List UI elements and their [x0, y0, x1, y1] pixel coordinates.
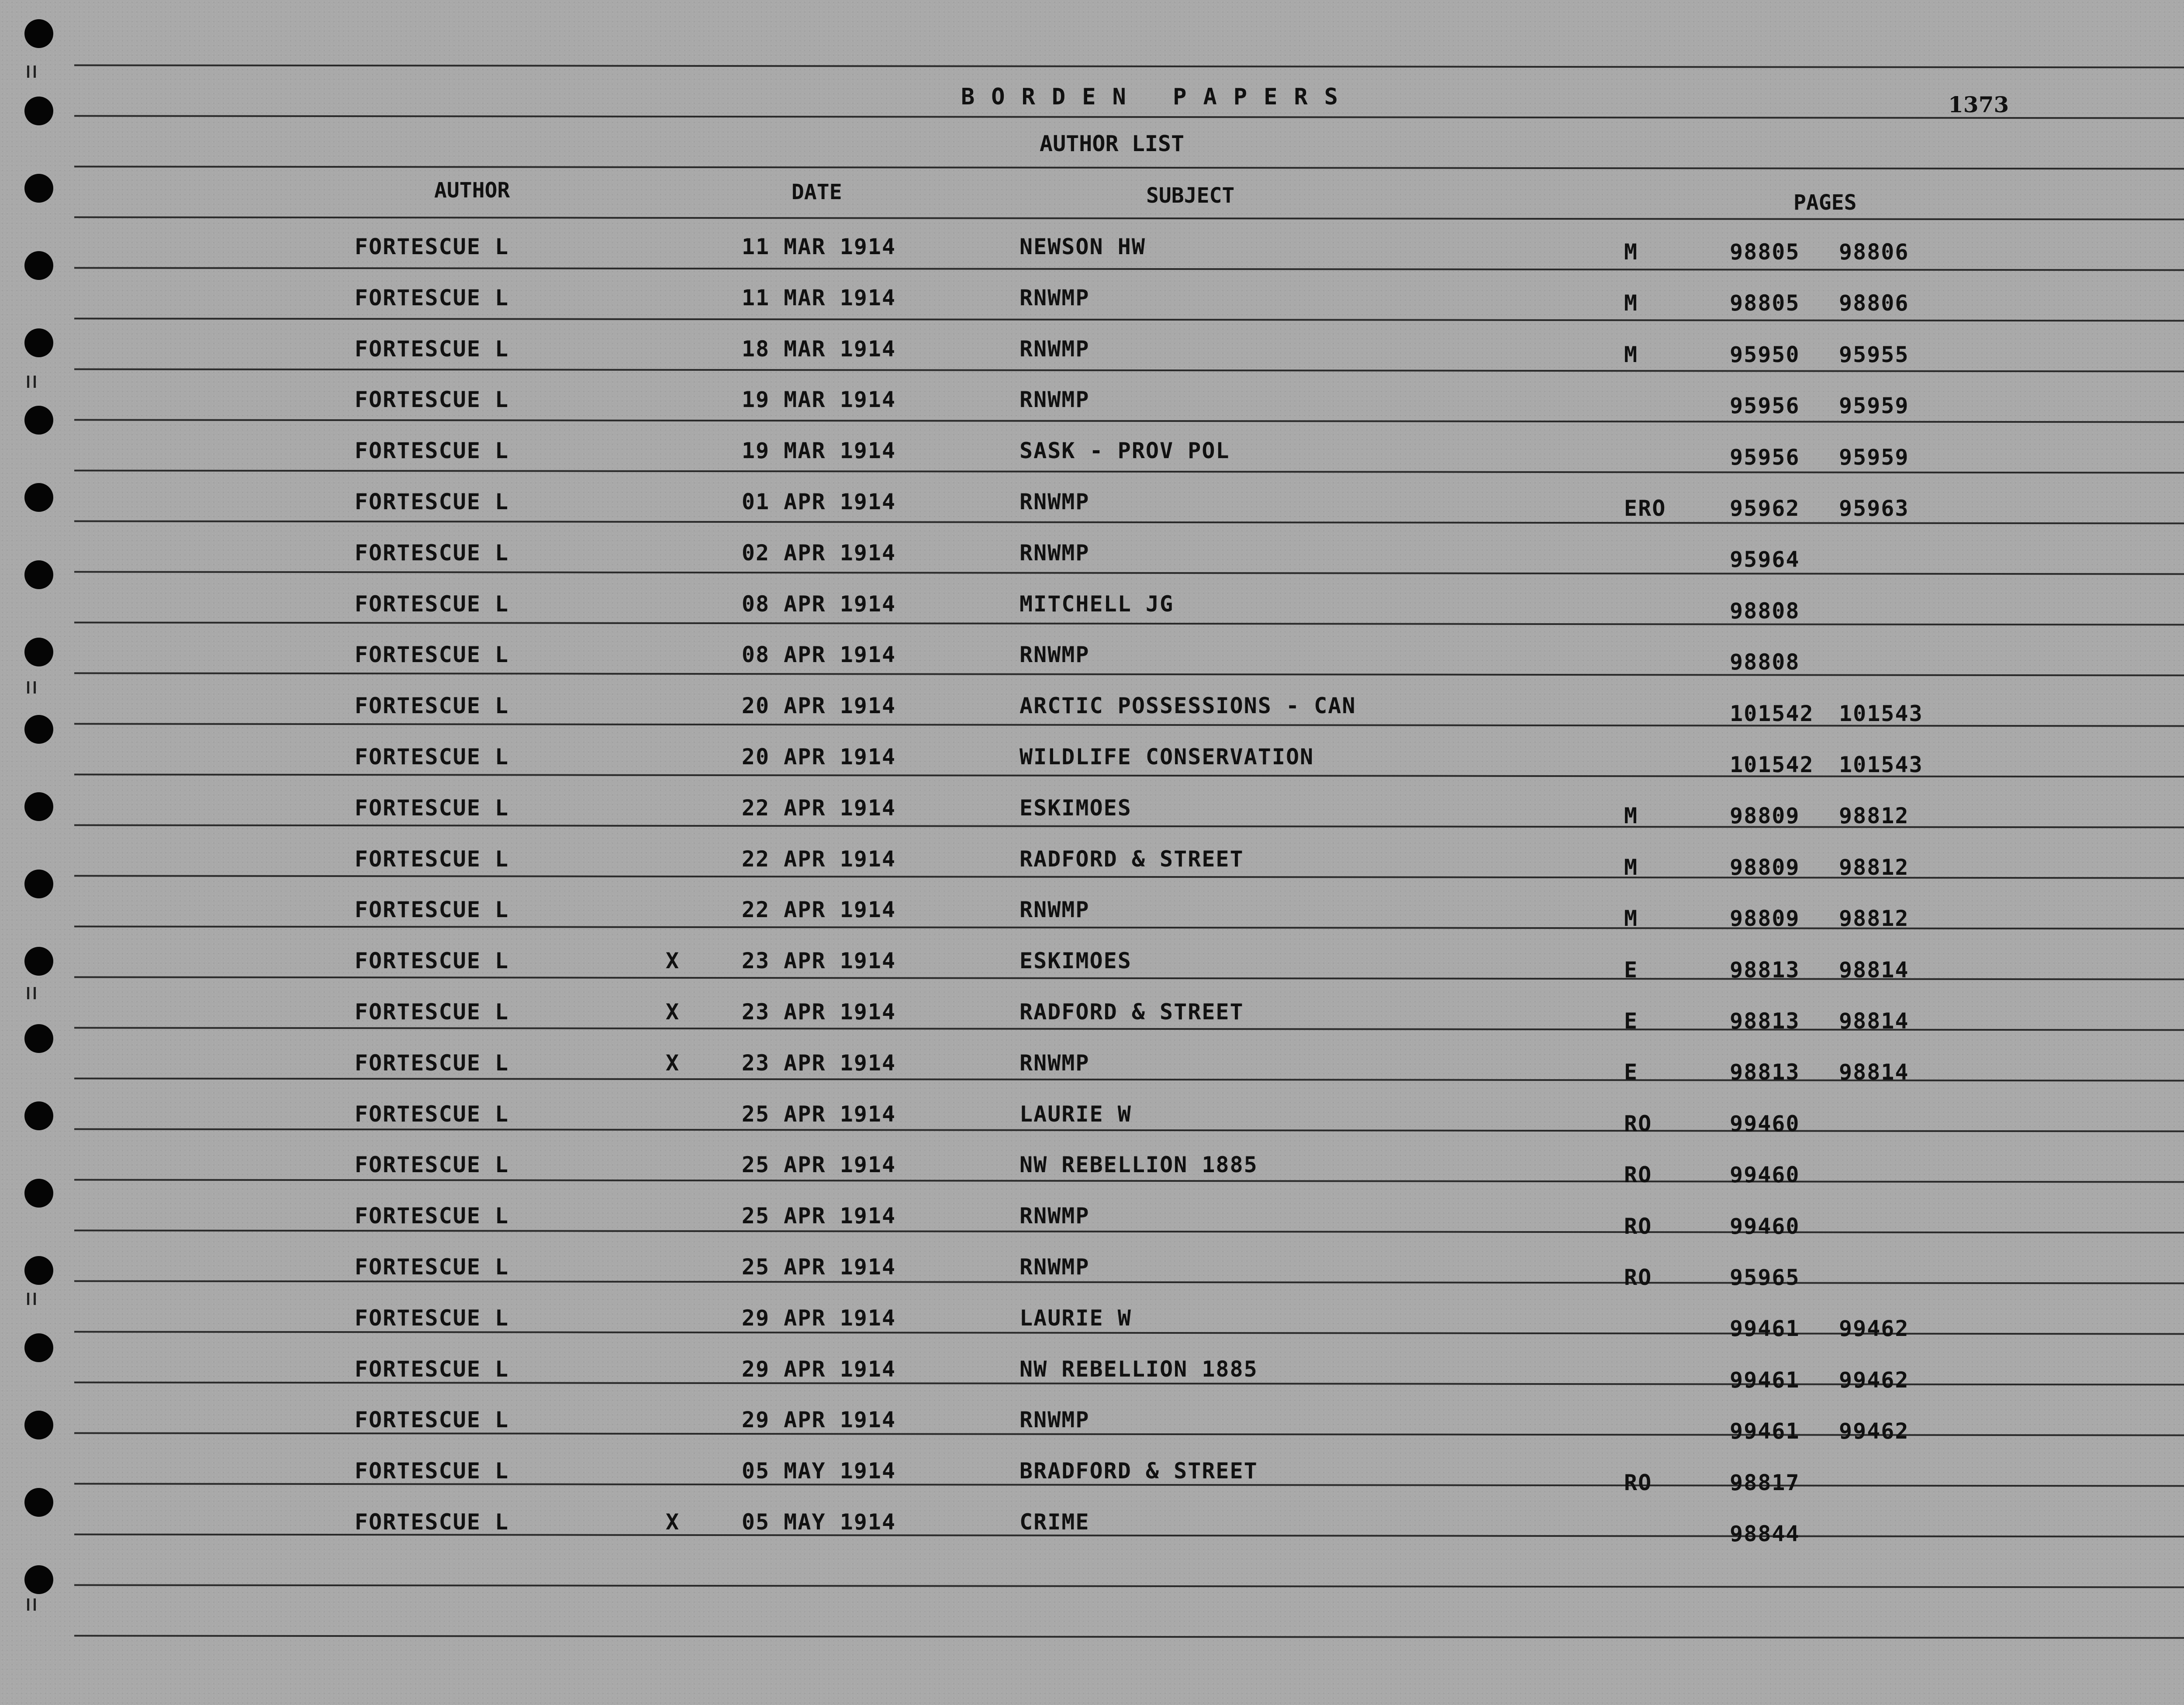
page-end-cell: 95963 — [1839, 496, 1909, 521]
table-row — [0, 897, 2184, 932]
page-start-cell: 98808 — [1730, 598, 1800, 624]
table-row — [0, 336, 2184, 367]
author-cell: FORTESCUE L — [355, 234, 509, 259]
subject-cell: RADFORD & STREET — [1019, 846, 1244, 872]
page-start-cell: 98813 — [1730, 1008, 1800, 1034]
subject-cell: RADFORD & STREET — [1019, 999, 1244, 1025]
feed-hole — [24, 174, 53, 203]
page-end-cell: 98814 — [1839, 957, 1909, 983]
form-rule-line — [74, 216, 2184, 220]
form-rule-line — [74, 368, 2184, 372]
perforation-mark — [27, 376, 36, 388]
date-cell: 22 APR 1914 — [742, 795, 896, 821]
page-end-cell: 98814 — [1839, 1008, 1909, 1034]
subject-cell: NW REBELLION 1885 — [1019, 1152, 1258, 1178]
form-rule-line — [74, 267, 2184, 271]
page-start-cell: 98809 — [1730, 854, 1800, 880]
code-cell: E — [1624, 957, 1638, 983]
author-cell: FORTESCUE L — [355, 1101, 509, 1127]
form-rule-line — [74, 1635, 2184, 1639]
author-column-header: AUTHOR — [434, 178, 510, 203]
subject-cell: ESKIMOES — [1019, 948, 1132, 974]
date-cell: 25 APR 1914 — [742, 1101, 896, 1127]
form-rule-line — [74, 571, 2184, 575]
form-rule-line — [74, 1280, 2184, 1284]
table-row — [0, 999, 2184, 1034]
feed-hole — [24, 19, 53, 48]
code-cell: RO — [1624, 1470, 1652, 1495]
code-cell: ERO — [1624, 496, 1666, 521]
form-rule-line — [74, 469, 2184, 473]
page-start-cell: 98809 — [1730, 906, 1800, 932]
table-row — [0, 540, 2184, 573]
author-cell: FORTESCUE L — [355, 795, 509, 821]
page-start-cell: 98813 — [1730, 1060, 1800, 1085]
form-rule-line — [74, 1128, 2184, 1132]
subject-cell: CRIME — [1019, 1509, 1090, 1535]
x-flag-cell: X — [666, 1509, 680, 1535]
subject-cell: RNWMP — [1019, 285, 1090, 311]
subject-cell: RNWMP — [1019, 540, 1090, 566]
code-cell: M — [1624, 854, 1638, 880]
code-cell: RO — [1624, 1213, 1652, 1239]
author-cell: FORTESCUE L — [355, 285, 509, 311]
table-row — [0, 795, 2184, 829]
date-cell: 29 APR 1914 — [742, 1407, 896, 1433]
date-cell: 25 APR 1914 — [742, 1152, 896, 1178]
page-end-cell: 99462 — [1839, 1419, 1909, 1444]
table-row — [0, 1254, 2184, 1290]
form-rule-line — [74, 1179, 2184, 1183]
pages-column-header: PAGES — [1794, 190, 1857, 215]
date-cell: 25 APR 1914 — [742, 1254, 896, 1280]
page-end-cell: 95959 — [1839, 444, 1909, 470]
table-row — [0, 1356, 2184, 1393]
page-end-cell: 99462 — [1839, 1316, 1909, 1342]
page-start-cell: 98809 — [1730, 803, 1800, 829]
page-start-cell: 101542 — [1730, 752, 1814, 777]
code-cell: M — [1624, 239, 1638, 265]
author-cell: FORTESCUE L — [355, 846, 509, 872]
table-row — [0, 234, 2184, 265]
subject-cell: ARCTIC POSSESSIONS - CAN — [1019, 693, 1356, 719]
subject-cell: RNWMP — [1019, 1203, 1090, 1229]
page-end-cell: 101543 — [1839, 752, 1923, 777]
page-end-cell: 98814 — [1839, 1060, 1909, 1085]
page-start-cell: 98844 — [1730, 1521, 1800, 1546]
date-cell: 22 APR 1914 — [742, 897, 896, 923]
author-cell: FORTESCUE L — [355, 1356, 509, 1382]
feed-hole — [24, 1565, 53, 1594]
page-start-cell: 95965 — [1730, 1265, 1800, 1290]
author-cell: FORTESCUE L — [355, 948, 509, 974]
table-row — [0, 1305, 2184, 1342]
table-row — [0, 1152, 2184, 1188]
page-end-cell: 95955 — [1839, 342, 1909, 367]
author-cell: FORTESCUE L — [355, 1254, 509, 1280]
date-cell: 05 MAY 1914 — [742, 1458, 896, 1484]
page-start-cell: 99460 — [1730, 1213, 1800, 1239]
date-cell: 23 APR 1914 — [742, 999, 896, 1025]
subject-cell: WILDLIFE CONSERVATION — [1019, 744, 1314, 770]
author-cell: FORTESCUE L — [355, 1509, 509, 1535]
page-number: 1373 — [1948, 92, 2009, 117]
date-cell: 11 MAR 1914 — [742, 234, 896, 259]
author-cell: FORTESCUE L — [355, 1203, 509, 1229]
subject-cell: RNWMP — [1019, 489, 1090, 514]
author-cell: FORTESCUE L — [355, 897, 509, 923]
form-rule-line — [74, 621, 2184, 625]
page-start-cell: 98805 — [1730, 290, 1800, 316]
subject-cell: RNWMP — [1019, 1050, 1090, 1076]
date-cell: 25 APR 1914 — [742, 1203, 896, 1229]
table-row — [0, 489, 2184, 521]
feed-hole — [24, 97, 53, 125]
subject-cell: RNWMP — [1019, 336, 1090, 362]
code-cell: M — [1624, 342, 1638, 367]
perforation-mark — [27, 1598, 36, 1611]
author-cell: FORTESCUE L — [355, 591, 509, 617]
form-rule-line — [74, 419, 2184, 423]
page-start-cell: 95964 — [1730, 547, 1800, 573]
date-cell: 29 APR 1914 — [742, 1305, 896, 1331]
author-cell: FORTESCUE L — [355, 387, 509, 413]
code-cell: M — [1624, 906, 1638, 932]
table-row — [0, 693, 2184, 726]
table-row — [0, 591, 2184, 624]
subject-cell: RNWMP — [1019, 642, 1090, 668]
date-cell: 23 APR 1914 — [742, 948, 896, 974]
date-cell: 22 APR 1914 — [742, 846, 896, 872]
page-end-cell: 98812 — [1839, 803, 1909, 829]
code-cell: M — [1624, 290, 1638, 316]
page-start-cell: 98813 — [1730, 957, 1800, 983]
table-row — [0, 846, 2184, 880]
x-flag-cell: X — [666, 1050, 680, 1076]
code-cell: RO — [1624, 1265, 1652, 1290]
page-start-cell: 98805 — [1730, 239, 1800, 265]
code-cell: RO — [1624, 1162, 1652, 1188]
form-rule-line — [74, 1584, 2184, 1588]
subject-cell: NEWSON HW — [1019, 234, 1146, 259]
table-row — [0, 1509, 2184, 1546]
date-cell: 01 APR 1914 — [742, 489, 896, 514]
page-end-cell: 101543 — [1839, 701, 1923, 726]
date-cell: 05 MAY 1914 — [742, 1509, 896, 1535]
page-end-cell: 99462 — [1839, 1367, 1909, 1393]
date-cell: 23 APR 1914 — [742, 1050, 896, 1076]
x-flag-cell: X — [666, 999, 680, 1025]
form-rule-line — [74, 115, 2184, 119]
form-rule-line — [74, 318, 2184, 321]
subject-cell: SASK - PROV POL — [1019, 438, 1230, 464]
page-start-cell: 99461 — [1730, 1419, 1800, 1444]
author-cell: FORTESCUE L — [355, 1407, 509, 1433]
code-cell: RO — [1624, 1111, 1652, 1136]
subject-cell: ESKIMOES — [1019, 795, 1132, 821]
author-cell: FORTESCUE L — [355, 1152, 509, 1178]
form-rule-line — [74, 166, 2184, 169]
subject-cell: RNWMP — [1019, 387, 1090, 413]
date-cell: 19 MAR 1914 — [742, 387, 896, 413]
table-row — [0, 1101, 2184, 1136]
code-cell: E — [1624, 1060, 1638, 1085]
code-cell: M — [1624, 803, 1638, 829]
author-cell: FORTESCUE L — [355, 999, 509, 1025]
subject-cell: LAURIE W — [1019, 1305, 1132, 1331]
page-start-cell: 99460 — [1730, 1162, 1800, 1188]
table-row — [0, 1407, 2184, 1444]
document-title: BORDEN PAPERS — [961, 84, 1355, 110]
form-rule-line — [74, 672, 2184, 676]
perforation-mark — [27, 681, 36, 694]
author-cell: FORTESCUE L — [355, 744, 509, 770]
subject-cell: BRADFORD & STREET — [1019, 1458, 1258, 1484]
date-cell: 20 APR 1914 — [742, 693, 896, 719]
date-cell: 29 APR 1914 — [742, 1356, 896, 1382]
subject-cell: NW REBELLION 1885 — [1019, 1356, 1258, 1382]
date-cell: 11 MAR 1914 — [742, 285, 896, 311]
table-row — [0, 438, 2184, 470]
page-end-cell: 98806 — [1839, 290, 1909, 316]
author-cell: FORTESCUE L — [355, 693, 509, 719]
page-start-cell: 101542 — [1730, 701, 1814, 726]
perforation-mark — [27, 987, 36, 999]
subject-cell: RNWMP — [1019, 897, 1090, 923]
table-row — [0, 744, 2184, 777]
author-cell: FORTESCUE L — [355, 642, 509, 668]
page-end-cell: 98812 — [1839, 854, 1909, 880]
page-start-cell: 98808 — [1730, 649, 1800, 675]
page-start-cell: 99461 — [1730, 1367, 1800, 1393]
table-row — [0, 1050, 2184, 1085]
table-row — [0, 285, 2184, 316]
subject-column-header: SUBJECT — [1146, 183, 1235, 208]
code-cell: E — [1624, 1008, 1638, 1034]
table-row — [0, 1458, 2184, 1495]
table-row — [0, 387, 2184, 419]
feed-hole — [24, 1024, 53, 1053]
author-cell: FORTESCUE L — [355, 336, 509, 362]
table-row — [0, 948, 2184, 983]
subject-cell: RNWMP — [1019, 1407, 1090, 1433]
subject-cell: RNWMP — [1019, 1254, 1090, 1280]
page-start-cell: 95956 — [1730, 444, 1800, 470]
author-cell: FORTESCUE L — [355, 1458, 509, 1484]
page-end-cell: 98806 — [1839, 239, 1909, 265]
perforation-mark — [27, 66, 36, 78]
page-start-cell: 99461 — [1730, 1316, 1800, 1342]
page-start-cell: 99460 — [1730, 1111, 1800, 1136]
list-title: AUTHOR LIST — [1040, 131, 1185, 156]
page-start-cell: 98817 — [1730, 1470, 1800, 1495]
date-cell: 02 APR 1914 — [742, 540, 896, 566]
date-cell: 19 MAR 1914 — [742, 438, 896, 464]
author-cell: FORTESCUE L — [355, 1050, 509, 1076]
form-rule-line — [74, 1229, 2184, 1233]
author-cell: FORTESCUE L — [355, 489, 509, 514]
perforation-mark — [27, 1293, 36, 1305]
date-cell: 18 MAR 1914 — [742, 336, 896, 362]
x-flag-cell: X — [666, 948, 680, 974]
date-cell: 08 APR 1914 — [742, 591, 896, 617]
page-start-cell: 95950 — [1730, 342, 1800, 367]
feed-hole — [24, 870, 53, 898]
author-cell: FORTESCUE L — [355, 1305, 509, 1331]
page-start-cell: 95956 — [1730, 393, 1800, 419]
page-end-cell: 95959 — [1839, 393, 1909, 419]
table-row — [0, 1203, 2184, 1239]
date-column-header: DATE — [791, 180, 842, 204]
author-cell: FORTESCUE L — [355, 540, 509, 566]
date-cell: 08 APR 1914 — [742, 642, 896, 668]
author-cell: FORTESCUE L — [355, 438, 509, 464]
subject-cell: LAURIE W — [1019, 1101, 1132, 1127]
form-rule-line — [74, 64, 2184, 68]
page-start-cell: 95962 — [1730, 496, 1800, 521]
page-end-cell: 98812 — [1839, 906, 1909, 932]
subject-cell: MITCHELL JG — [1019, 591, 1174, 617]
date-cell: 20 APR 1914 — [742, 744, 896, 770]
table-row — [0, 642, 2184, 675]
